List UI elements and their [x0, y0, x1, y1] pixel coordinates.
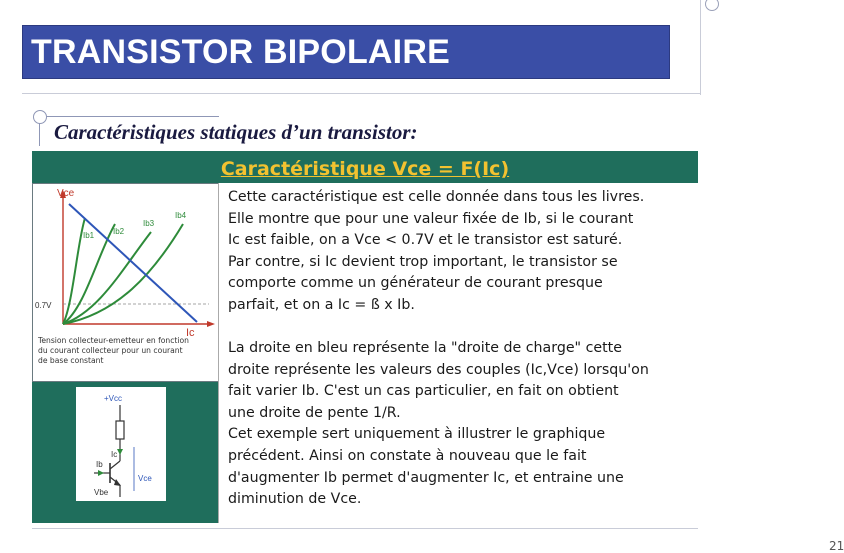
title-bar	[22, 25, 670, 79]
text-line: une droite de pente 1/R.	[228, 404, 401, 421]
ib-label: Ib	[96, 460, 103, 469]
characteristic-graph	[32, 183, 220, 382]
text-line: comporte comme un générateur de courant presque	[228, 275, 603, 292]
graph-caption-line: Tension collecteur-emetteur en fonction	[38, 336, 189, 345]
page-number: 21	[829, 539, 844, 553]
text-line: droite représente les valeurs des couples (Ic,Vce) lorsqu'on	[228, 361, 649, 378]
curve-ib1	[63, 218, 85, 324]
vce-label: Vce	[138, 474, 152, 483]
ic-label: Ic	[111, 450, 118, 459]
collector-resistor	[116, 421, 124, 439]
graph-svg	[33, 184, 219, 339]
text-line: d'augmenter Ib permet d'augmenter Ic, et entraine une	[228, 469, 624, 486]
bottom-rule	[32, 528, 698, 529]
graph-caption-line: du courant collecteur pour un courant	[38, 346, 183, 355]
title-divider-vertical	[700, 0, 701, 95]
paragraph-characteristic	[228, 187, 698, 317]
curve-label-ib2: Ib2	[113, 227, 125, 236]
text-line: parfait, et on a Ic = ß x Ib.	[228, 296, 415, 313]
circuit-svg	[76, 387, 166, 501]
text-line: diminution de Vce.	[228, 491, 362, 508]
transistor-circuit	[76, 387, 166, 501]
curve-label-ib1: Ib1	[83, 231, 95, 240]
graph-caption	[38, 336, 214, 366]
paragraph-load-line	[228, 338, 698, 511]
graph-caption-line: de base constant	[38, 356, 104, 365]
slide-title: TRANSISTOR BIPOLAIRE	[31, 33, 450, 71]
ic-arrow	[117, 449, 123, 455]
subtitle-rule	[39, 116, 219, 117]
x-axis-arrow	[207, 321, 215, 327]
text-line: Cette caractéristique est celle donnée dans tous les livres.	[228, 189, 645, 205]
text-line: Cet exemple sert uniquement à illustrer le graphique	[228, 426, 606, 443]
curve-label-ib3: Ib3	[143, 219, 155, 228]
level-label: 0.7V	[35, 301, 52, 310]
text-line: Par contre, si Ic devient trop important, le transistor se	[228, 253, 618, 270]
title-divider-horizontal	[22, 93, 700, 94]
text-area	[218, 183, 844, 553]
y-axis-label: Vce	[57, 188, 75, 199]
slide-subtitle: Caractéristiques statiques d’un transistor:	[54, 120, 418, 144]
curve-label-ib4: Ib4	[175, 211, 187, 220]
bullet-circle-icon	[33, 110, 47, 124]
text-line: Elle montre que pour une valeur fixée de Ib, si le courant	[228, 210, 634, 227]
vbe-label: Vbe	[94, 488, 109, 497]
emitter-arrow	[114, 479, 121, 486]
corner-circle-icon	[705, 0, 719, 11]
ib-arrow	[98, 470, 104, 476]
supply-label: +Vcc	[104, 394, 123, 403]
content-panel	[32, 151, 844, 553]
text-line: fait varier Ib. C'est un cas particulier, en fait on obtient	[228, 383, 619, 400]
text-line: Ic est faible, on a Vce < 0.7V et le transistor est saturé.	[228, 232, 623, 249]
text-line: La droite en bleu représente la "droite de charge" cette	[228, 340, 622, 356]
x-axis-label: Ic	[186, 327, 195, 339]
text-line: précédent. Ainsi on constate à nouveau que le fait	[228, 447, 587, 464]
panel-heading: Caractéristique Vce = F(Ic)	[220, 158, 510, 180]
